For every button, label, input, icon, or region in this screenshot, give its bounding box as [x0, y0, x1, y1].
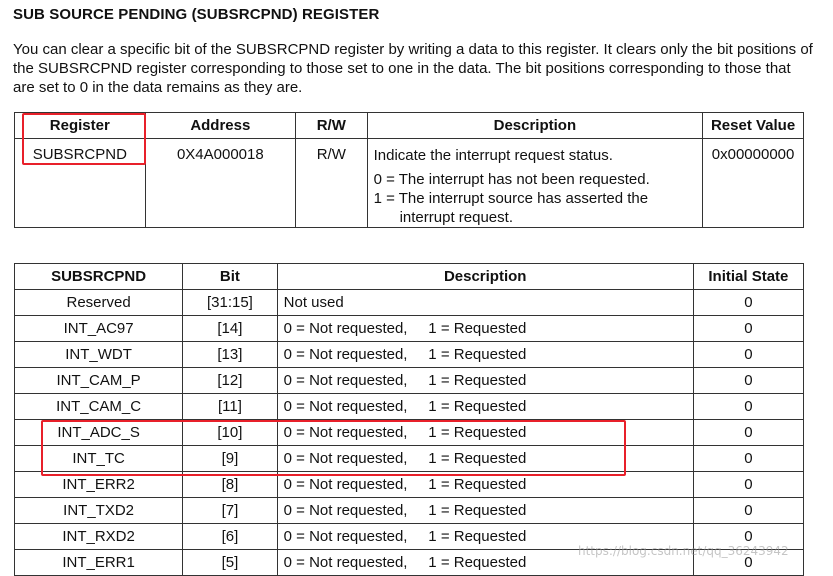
bit-name: INT_CAM_P	[15, 368, 183, 394]
register-rw-cell	[296, 139, 368, 228]
table-row	[15, 420, 804, 446]
bit-name: INT_ADC_S	[15, 420, 183, 446]
description-line: 1 = The interrupt source has asserted the	[373, 190, 649, 207]
register-table-header	[15, 113, 804, 139]
bit-name: INT_ERR2	[15, 472, 183, 498]
bit-name: INT_TC	[15, 446, 183, 472]
bit-name: INT_CAM_C	[15, 394, 183, 420]
bit-initial-state: 0	[693, 472, 803, 498]
header-subsrcpnd: SUBSRCPND	[15, 264, 183, 290]
table-row	[15, 446, 804, 472]
bit-initial-state: 0	[693, 394, 803, 420]
table-row	[15, 498, 804, 524]
header-description: Description	[367, 113, 703, 139]
header-initial-state: Initial State	[693, 264, 803, 290]
bit-initial-state: 0	[693, 420, 803, 446]
register-rw: R/W	[316, 146, 346, 163]
header-reset-value: Reset Value	[703, 113, 804, 139]
bit-name: INT_RXD2	[15, 524, 183, 550]
bit-description: 0 = Not requested, 1 = Requested	[277, 342, 693, 368]
description-line: Indicate the interrupt request status.	[373, 147, 613, 164]
bit-description: 0 = Not requested, 1 = Requested	[277, 394, 693, 420]
header-register: Register	[15, 113, 146, 139]
bit-initial-state: 0	[693, 446, 803, 472]
bit-range: [6]	[183, 524, 277, 550]
table-row	[15, 368, 804, 394]
bit-initial-state: 0	[693, 368, 803, 394]
bit-description: Not used	[277, 290, 693, 316]
register-name: SUBSRCPND	[32, 146, 127, 163]
header-address: Address	[145, 113, 295, 139]
bit-range: [9]	[183, 446, 277, 472]
bit-range: [11]	[183, 394, 277, 420]
bit-table-header	[15, 264, 804, 290]
register-address: 0X4A000018	[176, 146, 264, 163]
bit-description: 0 = Not requested, 1 = Requested	[277, 472, 693, 498]
register-table	[14, 112, 804, 228]
table-row	[15, 394, 804, 420]
bit-description: 0 = Not requested, 1 = Requested	[277, 446, 693, 472]
bit-initial-state: 0	[693, 524, 803, 550]
table-row	[15, 472, 804, 498]
bit-name: Reserved	[15, 290, 183, 316]
page-title: SUB SOURCE PENDING (SUBSRCPND) REGISTER	[13, 6, 380, 23]
bit-table	[14, 263, 804, 576]
bit-range: [8]	[183, 472, 277, 498]
intro-paragraph: You can clear a specific bit of the SUBSRCPND register by writing a data to this register. It clears only the bit positions of the SUBSRCPND register corresponding to those set to one in the data. The bit positions corresponding to those that are set to 0 in the data remains as they are.	[13, 41, 813, 96]
bit-range: [31:15]	[183, 290, 277, 316]
bit-description: 0 = Not requested, 1 = Requested	[277, 420, 693, 446]
bit-description: 0 = Not requested, 1 = Requested	[277, 498, 693, 524]
register-reset-cell	[703, 139, 804, 228]
bit-range: [14]	[183, 316, 277, 342]
description-line: interrupt request.	[399, 209, 513, 226]
bit-initial-state: 0	[693, 498, 803, 524]
bit-range: [12]	[183, 368, 277, 394]
bit-range: [5]	[183, 550, 277, 576]
bit-description: 0 = Not requested, 1 = Requested	[277, 316, 693, 342]
bit-description: 0 = Not requested, 1 = Requested	[277, 368, 693, 394]
register-row	[15, 139, 804, 228]
bit-range: [7]	[183, 498, 277, 524]
bit-name: INT_WDT	[15, 342, 183, 368]
header-bit: Bit	[183, 264, 277, 290]
table-row	[15, 316, 804, 342]
bit-range: [13]	[183, 342, 277, 368]
bit-initial-state: 0	[693, 550, 803, 576]
table-row	[15, 342, 804, 368]
bit-range: [10]	[183, 420, 277, 446]
bit-name: INT_ERR1	[15, 550, 183, 576]
header-rw: R/W	[296, 113, 368, 139]
header-bit-description: Description	[277, 264, 693, 290]
register-reset-value: 0x00000000	[711, 146, 795, 163]
bit-initial-state: 0	[693, 342, 803, 368]
bit-name: INT_TXD2	[15, 498, 183, 524]
table-row	[15, 290, 804, 316]
register-address-cell	[145, 139, 295, 228]
bit-initial-state: 0	[693, 290, 803, 316]
description-line: 0 = The interrupt has not been requested.	[373, 171, 650, 188]
bit-description: 0 = Not requested, 1 = Requested	[277, 550, 693, 576]
register-name-cell	[15, 139, 146, 228]
bit-description: 0 = Not requested, 1 = Requested	[277, 524, 693, 550]
watermark: https://blog.csdn.net/qq_36243942	[578, 544, 789, 558]
bit-initial-state: 0	[693, 316, 803, 342]
register-description-cell	[367, 139, 703, 228]
bit-name: INT_AC97	[15, 316, 183, 342]
